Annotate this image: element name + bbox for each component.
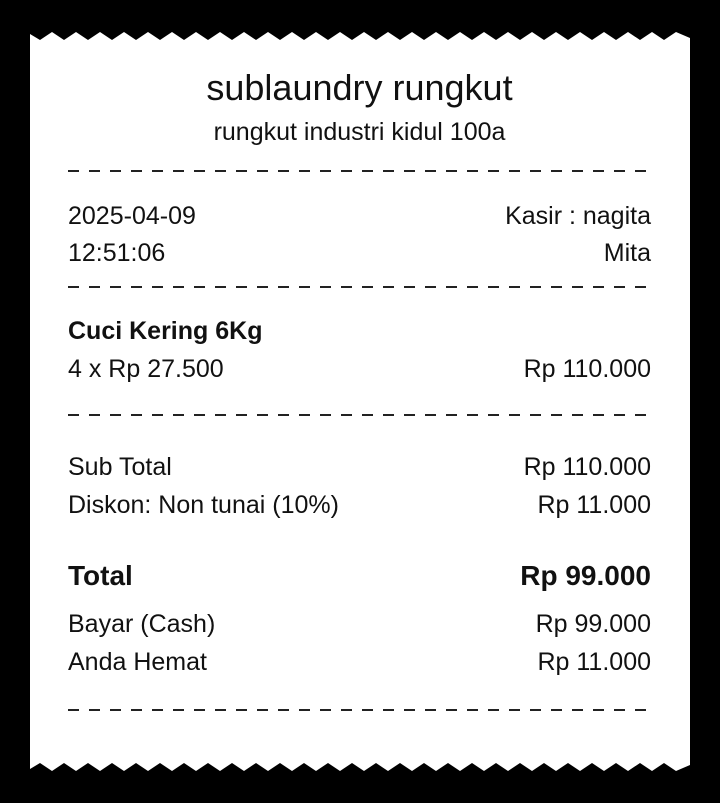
total-label: Total [68,560,133,591]
receipt-paper [30,40,690,763]
cashier-name: Kasir : nagita [505,202,651,230]
divider [68,286,651,288]
item-amount: Rp 110.000 [523,355,651,383]
total-row [68,558,651,594]
paid-row [68,608,651,640]
item-name: Cuci Kering 6Kg [68,317,263,345]
transaction-time: 12:51:06 [68,239,166,267]
saved-row [68,646,651,678]
receipt [30,30,690,773]
divider [68,414,651,416]
subtotal-value: Rp 110.000 [523,453,651,481]
divider [68,170,651,172]
discount-label: Diskon: Non tunai (10%) [68,491,339,519]
transaction-date: 2025-04-09 [68,202,196,230]
receipt-bottom-edge [30,759,690,773]
saved-value: Rp 11.000 [537,648,651,676]
subtotal-row [68,451,651,483]
customer-name: Mita [603,239,651,267]
discount-value: Rp 11.000 [537,491,651,519]
subtotal-label: Sub Total [68,453,172,481]
total-value: Rp 99.000 [520,560,651,591]
meta-row-time [68,237,651,269]
paid-value: Rp 99.000 [535,610,651,638]
saved-label: Anda Hemat [68,648,207,676]
divider [68,709,651,711]
store-name: sublaundry rungkut [206,67,513,108]
discount-row [68,489,651,521]
meta-row-date [68,200,651,232]
paid-label: Bayar (Cash) [68,610,216,638]
item-qty-price: 4 x Rp 27.500 [68,355,224,383]
store-address: rungkut industri kidul 100a [213,118,506,146]
item-row [68,353,651,385]
